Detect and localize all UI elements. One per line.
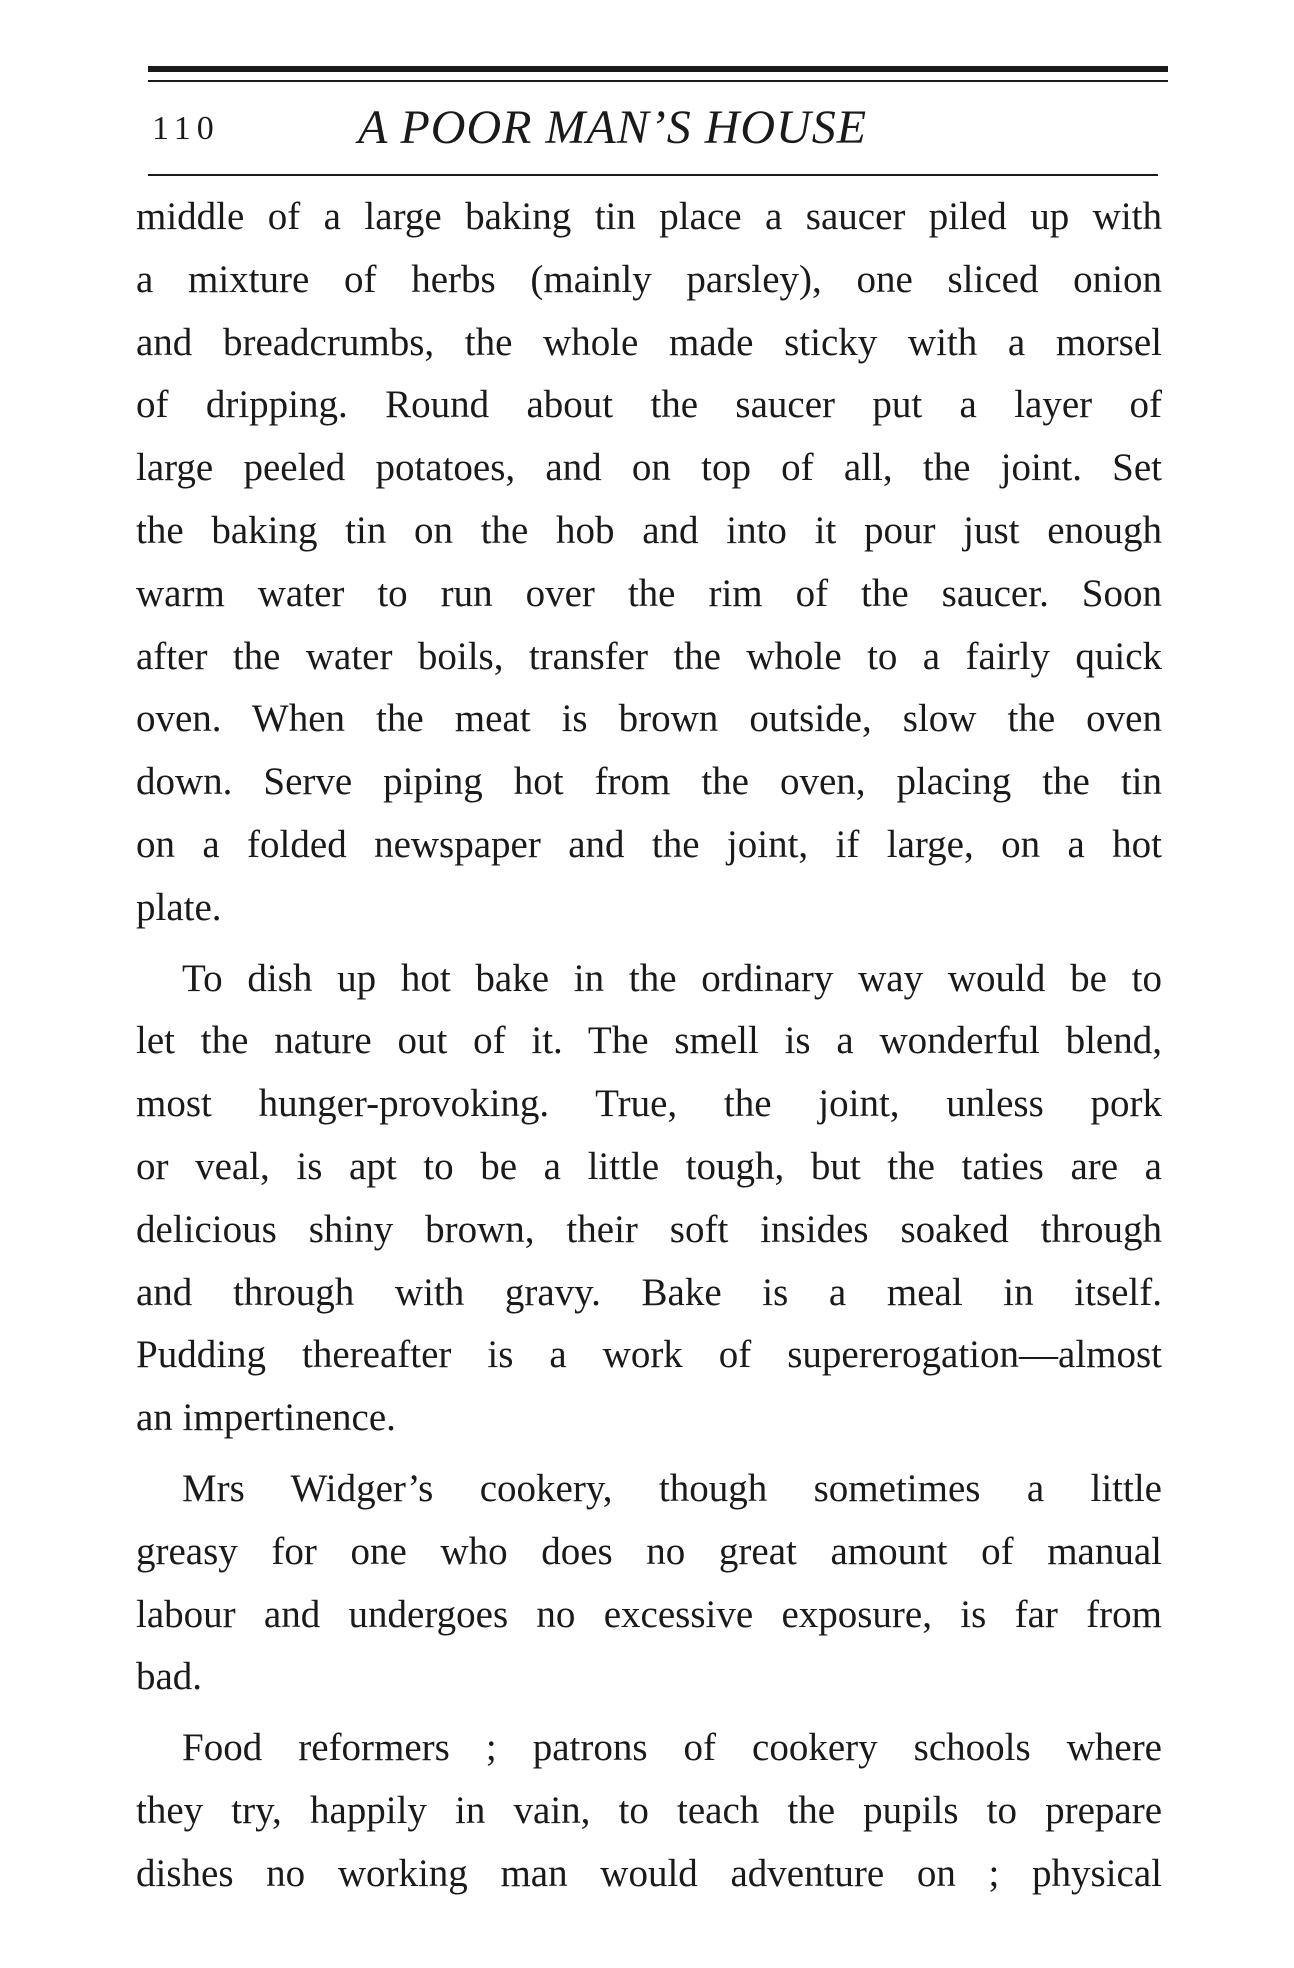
text-line: Pudding thereafter is a work of supererogation—almost bbox=[136, 1333, 1162, 1377]
text-line: of dripping. Round about the saucer put a layer of bbox=[136, 383, 1162, 427]
text-line: on a folded newspaper and the joint, if large, on a hot bbox=[136, 822, 1162, 866]
page-number: 110 bbox=[152, 110, 220, 147]
text-line: labour and undergoes no excessive exposure, is far from bbox=[136, 1592, 1162, 1636]
text-line: a mixture of herbs (mainly parsley), one sliced onion bbox=[136, 257, 1162, 301]
text-line: plate. bbox=[136, 885, 222, 929]
text-line: To dish up hot bake in the ordinary way would be to bbox=[182, 956, 1162, 1000]
text-line: they try, happily in vain, to teach the pupils to prepare bbox=[136, 1788, 1162, 1832]
top-rule-thick bbox=[148, 66, 1168, 72]
text-line: dishes no working man would adventure on ; physical bbox=[136, 1851, 1162, 1895]
paragraph-3 bbox=[136, 1458, 1162, 1709]
paragraph-4 bbox=[136, 1717, 1162, 1905]
text-line: or veal, is apt to be a little tough, but the taties are a bbox=[136, 1144, 1162, 1188]
text-line: an impertinence. bbox=[136, 1396, 396, 1440]
text-line: let the nature out of it. The smell is a wonderful blend, bbox=[136, 1019, 1162, 1063]
text-line: oven. When the meat is brown outside, slow the oven bbox=[136, 697, 1162, 741]
text-line: Food reformers ; patrons of cookery schools where bbox=[182, 1726, 1162, 1770]
text-line: most hunger-provoking. True, the joint, unless pork bbox=[136, 1082, 1162, 1126]
text-line: greasy for one who does no great amount of manual bbox=[136, 1529, 1162, 1573]
header-rule bbox=[148, 174, 1158, 176]
text-line: the baking tin on the hob and into it pour just enough bbox=[136, 508, 1162, 552]
text-line: and breadcrumbs, the whole made sticky with a morsel bbox=[136, 320, 1162, 364]
running-title: A POOR MAN’S HOUSE bbox=[358, 101, 868, 154]
text-line: after the water boils, transfer the whole to a fairly quick bbox=[136, 634, 1162, 678]
text-line: large peeled potatoes, and on top of all, the joint. Set bbox=[136, 446, 1162, 490]
top-rule-thin bbox=[148, 80, 1168, 82]
text-line: warm water to run over the rim of the saucer. Soon bbox=[136, 571, 1162, 615]
text-line: and through with gravy. Bake is a meal in itself. bbox=[136, 1270, 1162, 1314]
paragraph-2 bbox=[136, 948, 1162, 1450]
text-line: middle of a large baking tin place a saucer piled up with bbox=[136, 195, 1162, 238]
text-line: bad. bbox=[136, 1655, 203, 1699]
text-line: down. Serve piping hot from the oven, placing the tin bbox=[136, 760, 1162, 804]
text-line: delicious shiny brown, their soft insides soaked through bbox=[136, 1207, 1162, 1251]
body-text bbox=[136, 186, 1162, 1906]
running-header bbox=[148, 92, 1168, 172]
paragraph-1 bbox=[136, 186, 1162, 940]
text-line: Mrs Widger’s cookery, though sometimes a little bbox=[182, 1466, 1162, 1510]
